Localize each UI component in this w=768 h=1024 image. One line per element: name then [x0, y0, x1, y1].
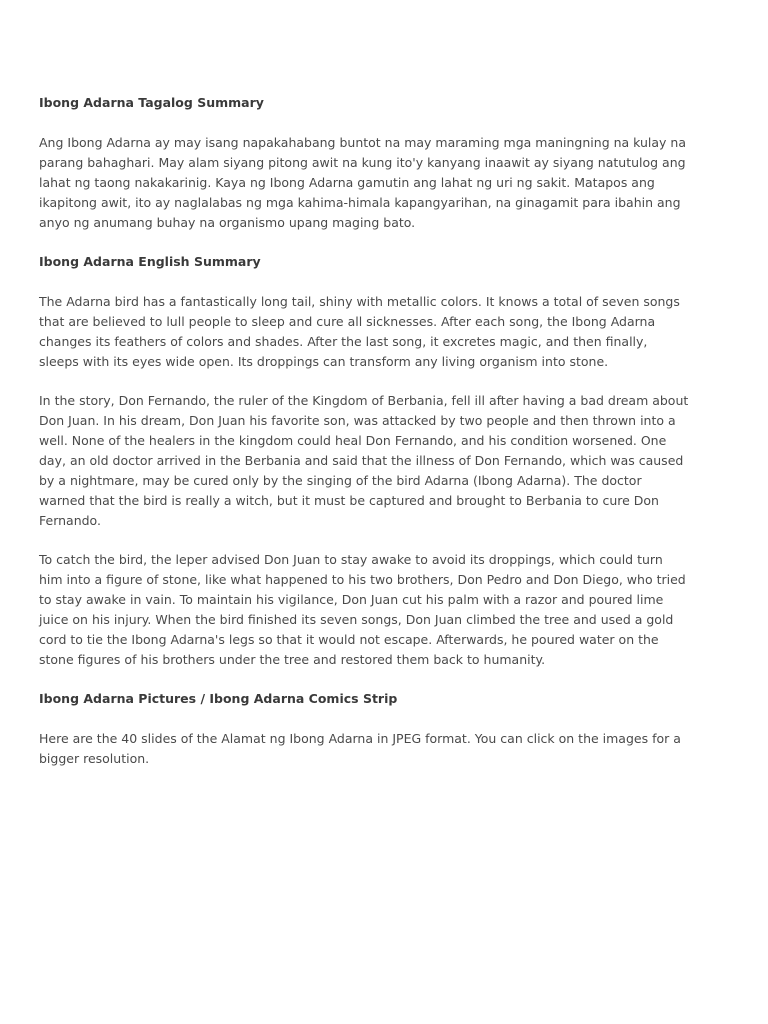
article-body — [39, 93, 689, 789]
pictures-comics-heading: Ibong Adarna Pictures / Ibong Adarna Comics Strip — [39, 691, 398, 707]
english-summary-paragraph-3: To catch the bird, the leper advised Don Juan to stay awake to avoid its droppings, which could turn him into a figure of stone, like what happened to his two brothers, Don Pedro and Don Diego, who tried to stay awake in vain. To maintain his vigilance, Don Juan cut his palm with a razor and poured lime juice on his injury. When the bird finished its seven songs, Don Juan climbed the tree and used a gold cord to tie the Ibong Adarna's legs so that it would not escape. Afterwards, he poured water on the stone figures of his brothers under the tree and restored them back to humanity. — [39, 552, 686, 667]
pictures-comics-paragraph: Here are the 40 slides of the Alamat ng Ibong Adarna in JPEG format. You can click on the images for a bigger resolution. — [39, 731, 681, 767]
english-summary-heading: Ibong Adarna English Summary — [39, 254, 261, 270]
english-summary-paragraph-2: In the story, Don Fernando, the ruler of the Kingdom of Berbania, fell ill after having a bad dream about Don Juan. In his dream, Don Juan his favorite son, was attacked by two people and then thrown into a well. None of the healers in the kingdom could heal Don Fernando, and his condition worsened. One day, an old doctor arrived in the Berbania and said that the illness of Don Fernando, which was caused by a nightmare, may be cured only by the singing of the bird Adarna (Ibong Adarna). The doctor warned that the bird is really a witch, but it must be captured and brought to Berbania to cure Don Fernando. — [39, 393, 689, 528]
english-summary-paragraph-1: The Adarna bird has a fantastically long tail, shiny with metallic colors. It knows a total of seven songs that are believed to lull people to sleep and cure all sicknesses. After each song, the Ibong Adarna changes its feathers of colors and shades. After the last song, it excretes magic, and then finally, sleeps with its eyes wide open. Its droppings can transform any living organism into stone. — [39, 294, 680, 369]
tagalog-summary-heading: Ibong Adarna Tagalog Summary — [39, 95, 264, 110]
tagalog-summary-paragraph: Ang Ibong Adarna ay may isang napakahabang buntot na may maraming mga maningning na kulay na parang bahaghari. May alam siyang pitong awit na kung ito'y kanyang inaawit ay siyang natutulog ang lahat ng taong nakakarinig. Kaya ng Ibong Adarna gamutin ang lahat ng uri ng sakit. Matapos ang ikapitong awit, ito ay naglalabas ng mga kahima-himala kapangyarihan, na ginagamit para ibahin ang anyo ng anumang buhay na organismo upang maging bato. — [39, 135, 687, 230]
